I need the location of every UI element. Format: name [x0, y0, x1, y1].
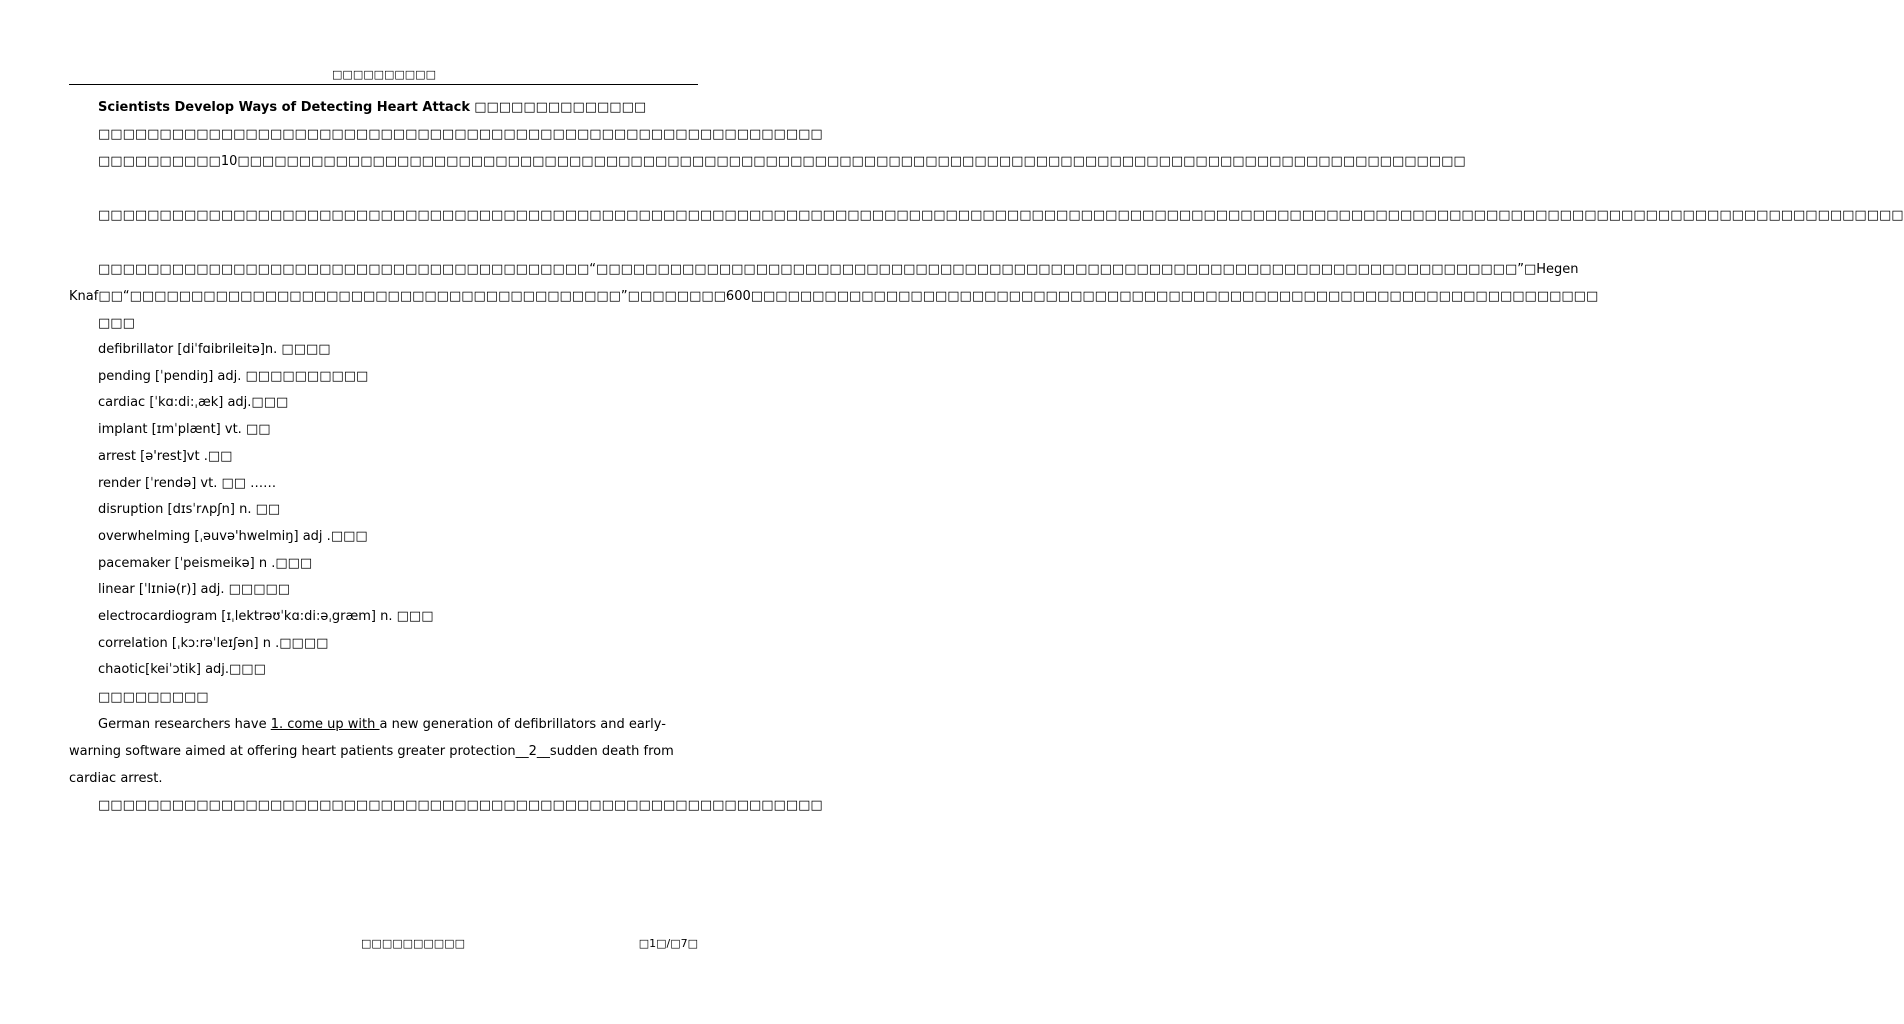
- exercise-blank-1: 1. come up with: [270, 717, 380, 733]
- paragraph-4: [69, 256, 1599, 310]
- paragraph-4-part-a: □□□□□□□□□□□□□□□□□□□□□□□□□□□□□□□□□□□□□□□□“□□□□□□□□□□□□□□□□□□□□□□□□□□□□□□□□□□□□□□□□□□□□□□□□□□□□□□□□□□□□□□□□□□□□□□□□□□□”□: [98, 262, 1537, 277]
- vocab-item: disruption [dɪsˈrʌpʃn] n. □□: [98, 502, 281, 518]
- last-paragraph: □□□□□□□□□□□□□□□□□□□□□□□□□□□□□□□□□□□□□□□□□□□□□□□□□□□□□□□□□□□: [98, 798, 823, 814]
- vocab-item: render [ˈrendə] vt. □□ ……: [98, 475, 277, 491]
- article-title: [69, 94, 698, 121]
- vocab-item: chaotic[keiˈɔtik] adj.□□□: [98, 662, 266, 678]
- exercise-text-start: German researchers have: [98, 717, 271, 733]
- vocab-item: pending [ˈpendiŋ] adj. □□□□□□□□□□: [98, 368, 369, 384]
- vocab-item: cardiac [ˈkɑ:di:ˌæk] adj.□□□: [98, 395, 289, 411]
- vocab-heading: □□□: [98, 316, 135, 331]
- page-number: □1□/□7□: [638, 937, 698, 950]
- page-footer: [0, 937, 768, 951]
- vocab-item: linear [ˈlɪniə(r)] adj. □□□□□: [98, 582, 291, 598]
- footer-title: □□□□□□□□□□: [361, 937, 465, 950]
- paragraph-2: □□□□□□□□□□10□□□□□□□□□□□□□□□□□□□□□□□□□□□□□□□□□□□□□□□□□□□□□□□□□□□□□□□□□□□□□□□□□□□□□□□□□□□□□□□□□□□□□□□□□□□□□□□□□□□□: [98, 154, 1466, 169]
- article-title-en: Scientists Develop Ways of Detecting Heart Attack: [98, 100, 471, 115]
- exercise-heading: □□□□□□□□□: [98, 690, 209, 706]
- header-rule: [69, 84, 698, 85]
- article-title-cn: □□□□□□□□□□□□□□: [474, 100, 647, 115]
- vocab-item: correlation [ˌkɔ:rəˈleɪʃən] n .□□□□: [98, 635, 329, 651]
- document-body: [69, 94, 1904, 819]
- vocab-item: electrocardiogram [ɪˌlektrəʊˈkɑ:di:əˌgræm] n. □□□: [98, 609, 434, 625]
- vocab-item: pacemaker [ˈpeismeikə] n .□□□: [98, 555, 313, 571]
- blank-line: [69, 175, 698, 202]
- blank-line: [69, 229, 698, 256]
- vocab-item: defibrillator [diˈfɑibrileitə]n. □□□□: [98, 342, 331, 357]
- vocab-item: implant [ɪmˈplænt] vt. □□: [98, 422, 271, 438]
- page-header: □□□□□□□□□□: [332, 68, 436, 81]
- vocab-item: overwhelming [ˌəuvə'hwelmiŋ] adj .□□□: [98, 528, 368, 544]
- paragraph-4-name: Hegen Knaf: [69, 262, 1579, 304]
- paragraph-1: □□□□□□□□□□□□□□□□□□□□□□□□□□□□□□□□□□□□□□□□□□□□□□□□□□□□□□□□□□□: [98, 127, 823, 142]
- vocab-item: arrest [ə'rest]vt .□□: [98, 448, 233, 464]
- paragraph-3: □□□□□□□□□□□□□□□□□□□□□□□□□□□□□□□□□□□□□□□□□□□□□□□□□□□□□□□□□□□□□□□□□□□□□□□□□□□□□□□□□□□□□□□□□□□□□□□□□□□□□□□□□□□□□□□□□□□□□□□□□□□□□□□□□□□□□□□□□□□□□□□□□□□: [98, 208, 1904, 223]
- paragraph-4-part-c: □□“□□□□□□□□□□□□□□□□□□□□□□□□□□□□□□□□□□□□□□□□”□□□□□□□□600□□□□□□□□□□□□□□□□□□□□□□□□□□□□□□□□□□□□□□□□□□□□□□□□□□□□□□□□□□□□□□□□□□□□□: [98, 289, 1599, 304]
- exercise-text-rest: a new generation of defibrillators and early-warning software aimed at offering heart patients greater protection__2__sudden death from cardiac arrest.: [69, 717, 674, 787]
- exercise-paragraph: [69, 711, 698, 792]
